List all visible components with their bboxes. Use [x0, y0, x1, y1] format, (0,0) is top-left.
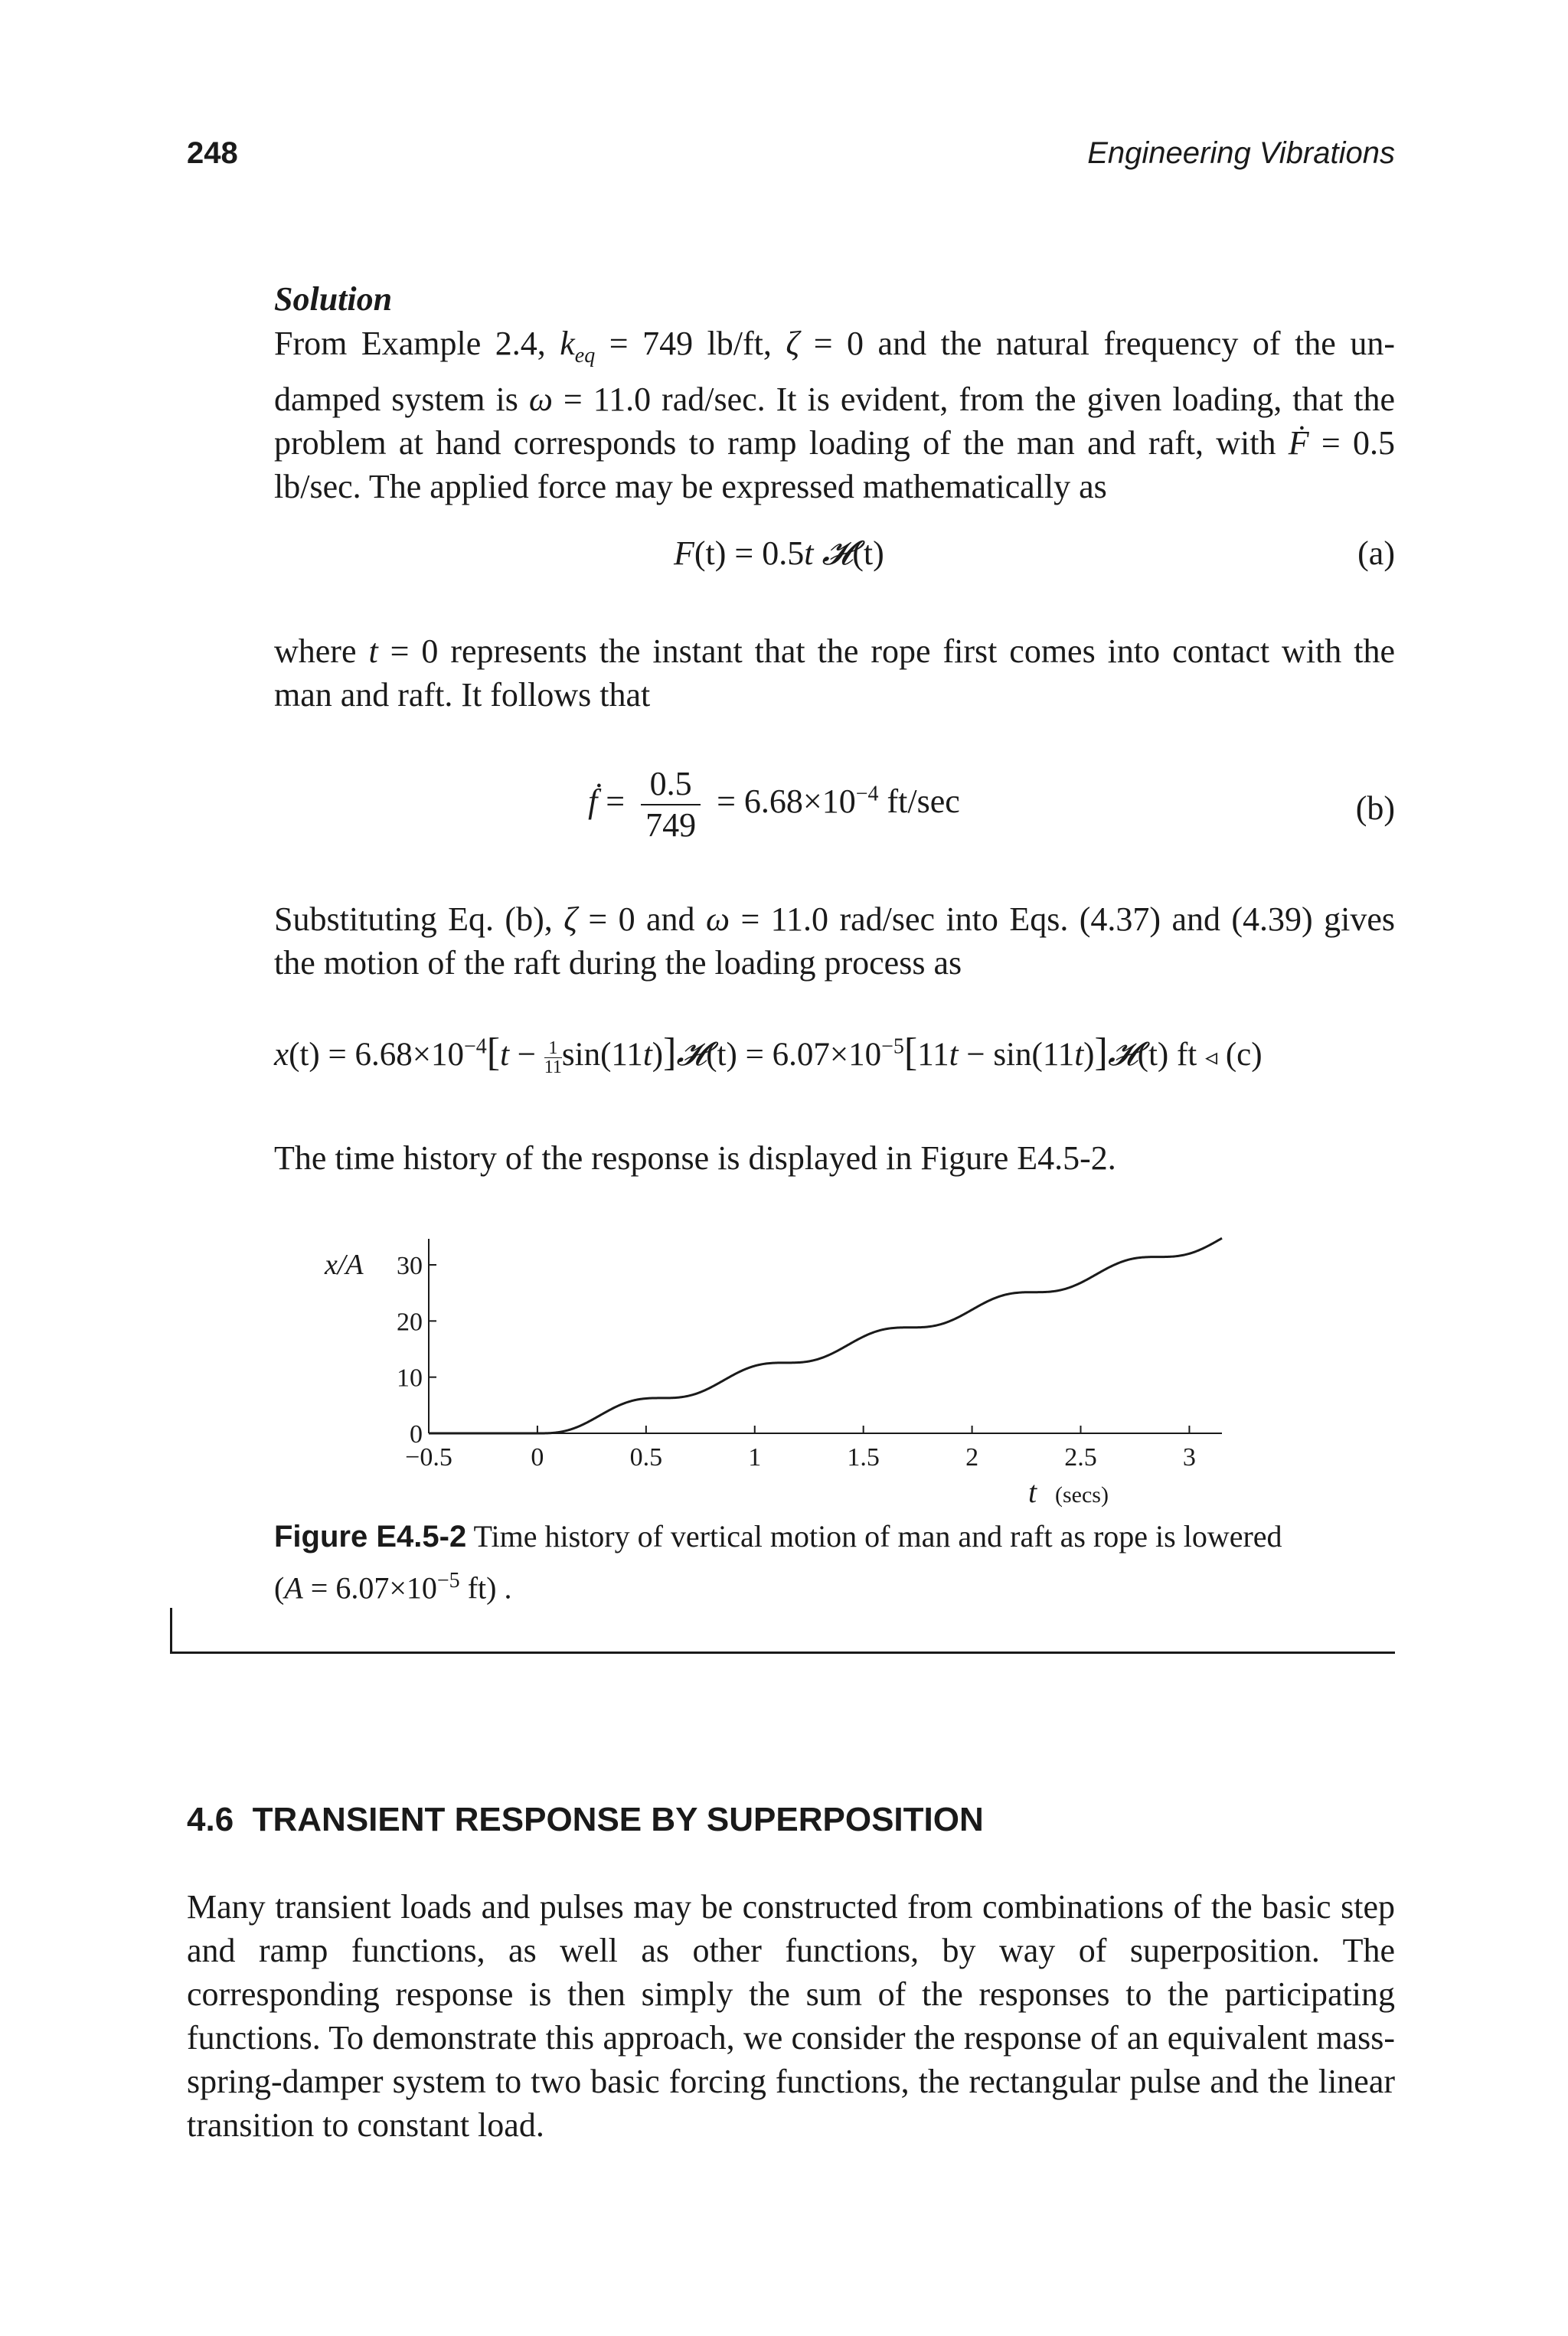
x-tick-label: 2 [965, 1443, 979, 1472]
x-axis-label: t [1028, 1475, 1037, 1509]
solution-paragraph-3: Substituting Eq. (b), ζ = 0 and ω = 11.0 rad/sec into Eqs. (4.37) and (4.39) gives the motion of the raft during the loading process as [274, 900, 1395, 982]
example-end-rule-vertical [170, 1608, 172, 1654]
figure-caption: Figure E4.5-2 Time history of vertical motion of man and raft as rope is lowered ($A = 6.07\times 10^{-5}$ ft) . [274, 1519, 1282, 1606]
solution-paragraph-1: From Example 2.4, $k_{eq} = 749$ lb/ft, ζ = 0 and the natural frequency of the un-damped system is ω = 11.0 rad/sec. It is evident, from the given loading, that the problem at hand corresponds to ramp loading of the man and raft, with Ḟ = 0.5 lb/sec. The applied force may be expressed mathematically as [274, 325, 1396, 505]
response-curve [429, 1238, 1222, 1433]
section-paragraph: Many transient loads and pulses may be constructed from combinations of the basic step and ramp functions, as well as other functions, by way of superposition. The corresponding response is then simply the sum of the responses to the participating functions. To demonstrate this approach, we consider the response of an equivalent mass-spring-damper system to two basic forcing functions, the rectangular pulse and the linear transition to constant load. [187, 1888, 1395, 2144]
solution-paragraph-2: where t = 0 represents the instant that the rope first comes into contact with the man and raft. It follows that [274, 632, 1395, 714]
y-tick-label: 0 [410, 1420, 423, 1449]
x-tick-label: 1.5 [847, 1443, 880, 1472]
equation-b: ḟ = $\frac{0.5}{749}$ = $6.68\times 10^{-4}$ ft/sec [588, 765, 960, 844]
equation-a: F(t) = 0.5t 𝓗(t) [674, 534, 884, 572]
page-number: 248 [187, 136, 238, 170]
equation-b-label: (b) [1355, 789, 1395, 827]
x-tick-label: 0 [531, 1443, 544, 1472]
y-tick-label: 30 [397, 1252, 423, 1280]
x-tick-label: 1 [748, 1443, 762, 1472]
x-tick-label: 2.5 [1064, 1443, 1097, 1472]
equation-a-label: (a) [1357, 534, 1395, 572]
y-tick-label: 20 [397, 1308, 423, 1337]
fraction: $\frac{0.5}{749}$ [641, 764, 701, 845]
x-tick-label: 3 [1182, 1443, 1196, 1472]
example-end-rule [170, 1652, 1395, 1654]
running-title: Engineering Vibrations [1087, 136, 1395, 170]
y-tick-label: 10 [397, 1364, 423, 1393]
section-title: TRANSIENT RESPONSE BY SUPERPOSITION [252, 1801, 984, 1838]
x-tick-label: −0.5 [405, 1443, 452, 1472]
section-heading [187, 1801, 984, 1839]
x-axis-unit: (secs) [1055, 1482, 1109, 1508]
solution-heading: Solution [274, 280, 393, 318]
section-number: 4.6 [187, 1801, 234, 1838]
solution-paragraph-4: The time history of the response is displayed in Figure E4.5-2. [274, 1139, 1116, 1177]
x-tick-label: 0.5 [629, 1443, 663, 1472]
y-axis-label: x/A [325, 1249, 364, 1281]
equation-c: $x(t) = 6.68\times 10^{-4}[t$ − $\frac{1}{11}$ sin(11t)]𝓗(t) = $6.07\times 10^{-5}[11t$ − sin(11t)]𝓗(t) ft ◃ (c) [274, 1031, 1263, 1077]
figure-label: Figure E4.5-2 [274, 1520, 467, 1554]
